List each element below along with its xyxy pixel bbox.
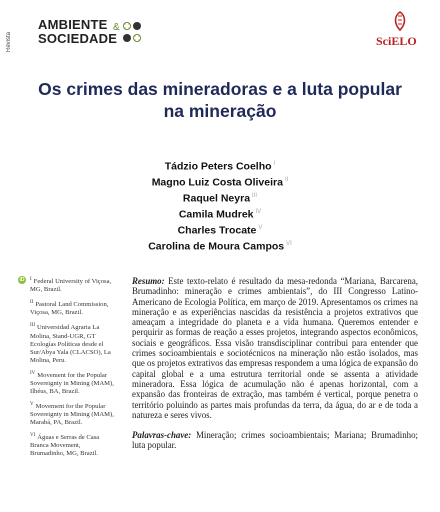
article-body [132,276,418,451]
keywords [132,430,418,451]
author-list [100,158,340,254]
abstract-label: Resumo: [132,276,165,286]
author[interactable] [100,158,340,174]
affiliation-text: Águas e Serras de Casa Branca Movement, Brumadinho, MG, Brazil. [30,434,100,458]
logo-line-sociedade: SOCIEDADE [38,31,118,46]
affiliation-text: Movement for the Popular Sovereignty in Mining (MAM), Marabá, PA, Brazil. [30,402,114,426]
author-mark: IV [255,209,262,215]
author-name: Raquel Neyra [182,192,251,205]
affiliations [19,276,116,463]
affiliation-text: Universidad Agraria La Molina, Stand-UGR, GT Ecologías Políticas desde el Sur/Abya Yala (CLACSO), La Molina, Peru. [30,324,111,364]
author-mark: I [273,161,276,167]
affiliation-mark: III [30,323,35,329]
affiliation-item [30,401,116,427]
author-mark: VI [286,241,292,247]
affiliation-item [30,370,116,396]
affiliation-item [30,432,116,458]
keywords-label: Palavras-chave: [132,430,192,441]
affiliation-mark: I [30,277,32,282]
abstract-text: Este texto-relato é resultado da mesa-redonda “Mariana, Barcarena, Brumadinho: mineração e crimes ambientais”, do III Congresso Latino-Americano de Ecologia Política, em março de 2019. Apresentamos os crimes na mineração e as experiências nascidas da resistência a projetos extrativos que ameaçam a integridade do planeta e a vida humana. Queremos entender e perquirir as formas de reação a esses projetos, integrando aspectos econômicos, sociais e geográficos. Essa visão transdisciplinar contribui para entender que crimes socioambientais e sociotécnicos na mineração não estão isolados, mas que os projetos extrativos das empresas respondem a uma lógica de expansão do capital global e a uma estrutura territorial onde se assenta a atividade mineradora. Essa lógica de acumulação não é apenas horizontal, com a expansão das fronteiras de extração, mas também é vertical, porque penetra o território poluindo as partes mais profundas da terra, da água, do ar e de toda a natureza e seres vivos. [132,276,418,420]
author-name: Carolina de Moura Campos [148,240,285,253]
author[interactable] [100,206,340,222]
affiliation-mark: VI [30,432,36,438]
abstract [132,276,418,420]
affiliation-mark: V [30,401,34,407]
author[interactable] [100,174,340,190]
author-mark: V [258,225,263,231]
author-mark: II [284,177,289,183]
journal-vertical-label: Revista [6,31,12,52]
affiliation-mark: IV [30,370,36,376]
logo-line-ambiente: AMBIENTE [38,17,108,32]
author-name: Camila Mudrek [178,208,254,221]
scielo-label: SciELO [376,34,417,48]
article-title: Os crimes das mineradoras e a luta popular na mineração [38,79,402,121]
scielo-logo[interactable] [372,10,422,50]
affiliation-text: Movement for the Popular Sovereignty in Mining (MAM), Ilhéus, BA, Brazil. [30,371,114,395]
affiliation-item [30,322,116,364]
orcid-icon[interactable]: iD [19,277,25,283]
logo-ampersand: & [113,22,120,33]
affiliation-text: Pastoral Land Commission, Viçosa, MG, Brazil. [30,301,109,317]
author-name: Magno Luiz Costa Oliveira [151,176,283,189]
author-name: Tádzio Peters Coelho [164,160,272,173]
author[interactable] [100,222,340,238]
affiliation-item [19,276,116,294]
logo-emblem-icon [120,20,150,46]
author[interactable] [100,190,340,206]
affiliation-mark: II [30,300,34,306]
journal-logo [20,18,140,52]
author[interactable] [100,238,340,254]
affiliation-item [30,299,116,317]
affiliation-text: Federal University of Viçosa, MG, Brazil. [30,278,112,294]
keywords-text: Mineração; crimes socioambientais; Mariana; Brumadinho; luta popular. [132,430,418,451]
author-mark: III [252,193,258,199]
scielo-emblem-icon [372,10,422,36]
author-name: Charles Trocate [177,224,257,237]
